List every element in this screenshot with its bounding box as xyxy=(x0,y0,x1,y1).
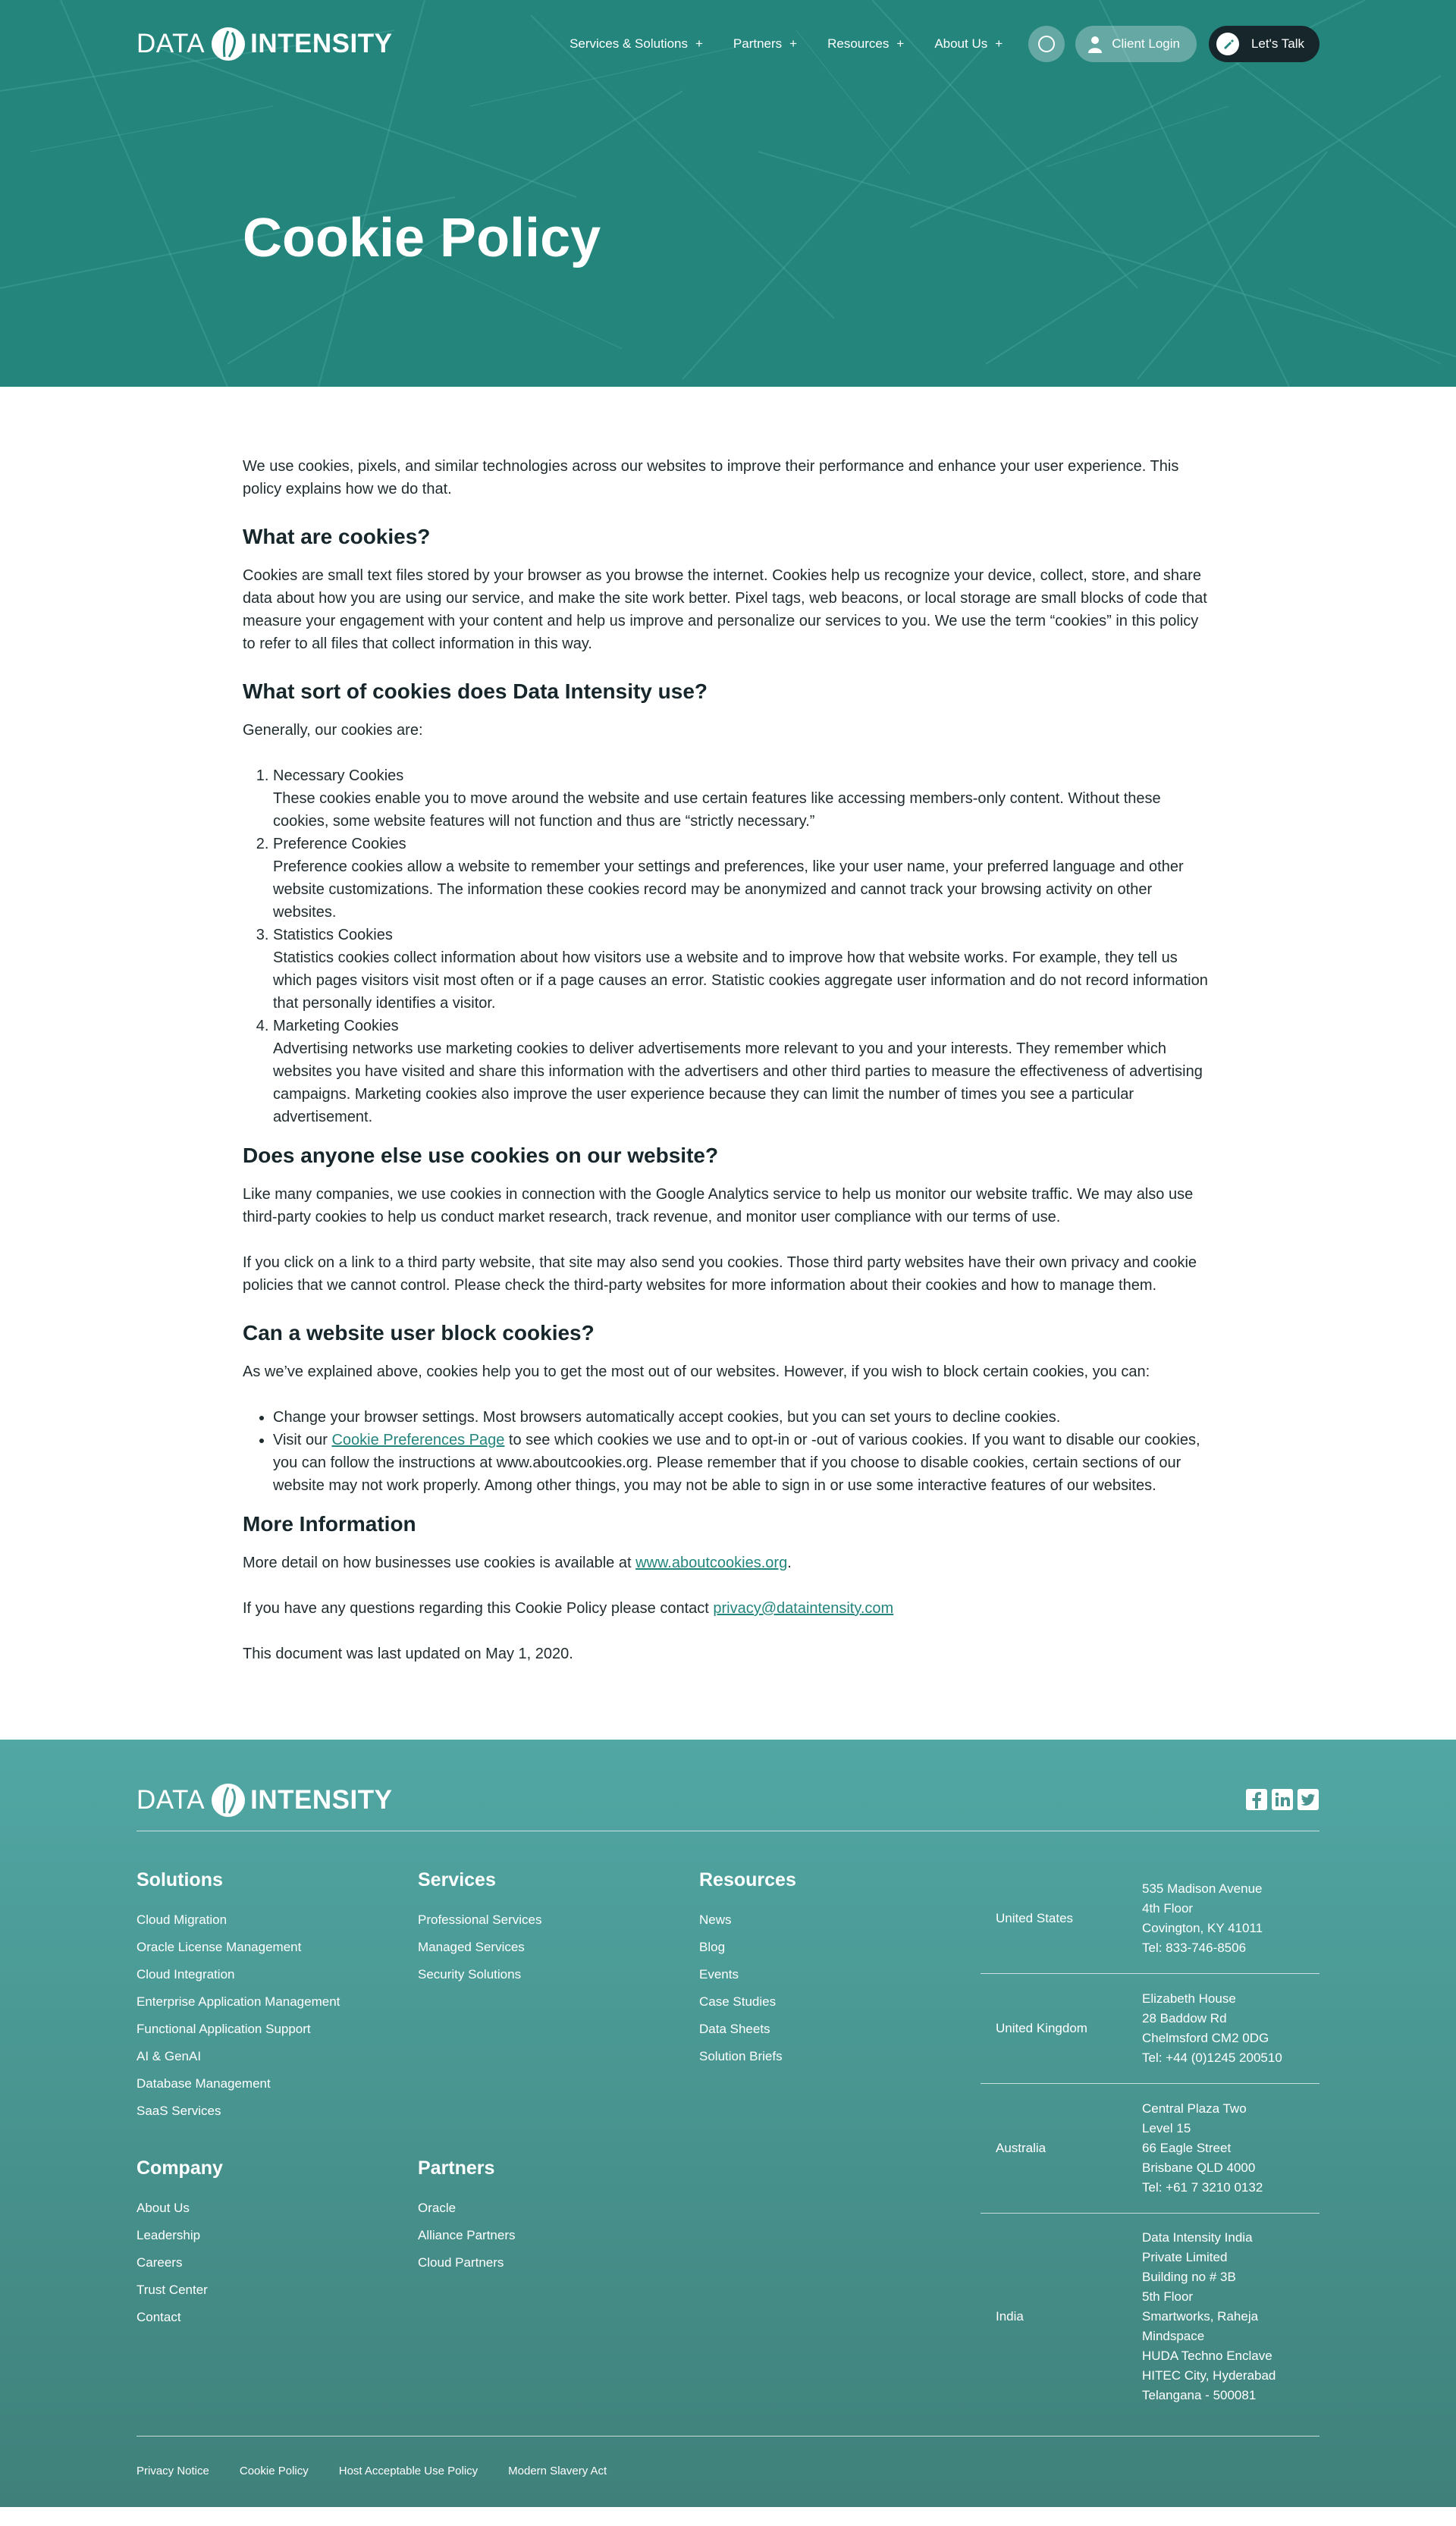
footer-col-partners xyxy=(418,2157,516,2277)
twitter-icon[interactable] xyxy=(1297,1788,1320,1811)
footer-heading-resources: Resources xyxy=(699,1869,796,1891)
office-country: United States xyxy=(996,1911,1074,1925)
site-footer xyxy=(0,1740,1456,2507)
third-party-paragraph-1: Like many companies, we use cookies in connection with the Google Analytics service to help us monitor our website traffic. We may also use third-party cookies to help us conduct market research, track revenue, and monitor user compliance with our terms of use. xyxy=(243,1186,1194,1225)
cookie-type-title: 1. Necessary Cookies xyxy=(273,767,404,784)
cookie-policy-link[interactable]: Cookie Policy xyxy=(239,2465,309,2477)
address-line: HUDA Techno Enclave xyxy=(1142,2349,1272,2363)
nav-label: Services & Solutions xyxy=(570,36,688,51)
footer-logo[interactable] xyxy=(136,1782,392,1818)
logo-text-intensity: INTENSITY xyxy=(250,29,393,58)
office-locations xyxy=(981,1864,1320,2420)
footer-link[interactable]: Cloud Integration xyxy=(136,1967,235,1982)
search-icon xyxy=(1037,34,1056,54)
address-line: Tel: +44 (0)1245 200510 xyxy=(1142,2051,1282,2065)
footer-link[interactable]: Trust Center xyxy=(136,2283,208,2297)
more-2-pre: If you have any questions regarding this Cookie Policy please contact xyxy=(243,1600,714,1617)
list-item xyxy=(273,924,1213,1015)
footer-link[interactable]: Alliance Partners xyxy=(418,2228,516,2242)
address-line: Private Limited xyxy=(1142,2250,1228,2264)
block-options-list xyxy=(273,1406,1213,1497)
privacy-notice-link[interactable]: Privacy Notice xyxy=(136,2465,209,2477)
address-line: Level 15 xyxy=(1142,2121,1191,2135)
footer-link[interactable]: Blog xyxy=(699,1940,726,1954)
heading-cookie-types: What sort of cookies does Data Intensity use? xyxy=(243,679,708,703)
footer-link[interactable]: Cloud Partners xyxy=(418,2255,504,2270)
generally-paragraph: Generally, our cookies are: xyxy=(243,722,423,739)
contact-paragraph xyxy=(243,1597,1213,1620)
nav-label: About Us xyxy=(934,36,988,51)
footer-link[interactable]: Enterprise Application Management xyxy=(136,1994,340,2009)
footer-link[interactable]: Oracle xyxy=(418,2201,457,2215)
nav-links xyxy=(570,26,1320,62)
facebook-icon[interactable] xyxy=(1245,1788,1268,1811)
address-line: 66 Eagle Street xyxy=(1142,2141,1232,2155)
heading-more-information: More Information xyxy=(243,1512,416,1536)
block-2-post: to see which cookies we use and to opt-in or -out of various cookies. If you want to disable our cookies, you can follow the instructions at www.aboutcookies.org. Please remember that if you choose to disable cookies, certain sections of our website may not work properly. Among other things, you may not be able to sign in or use some interactive features of our websites. xyxy=(273,1432,1200,1494)
office-australia xyxy=(981,2084,1320,2214)
office-address xyxy=(1142,1879,1263,1958)
what-are-cookies-paragraph: Cookies are small text files stored by your browser as you browse the internet. Cookies help us recognize your device, collect, store, and share data about how you are using our service, and make the site work better. Pixel tags, web beacons, or local storage are small blocks of code that measure your engagement with your content and help us improve and personalize our services to you. We use the term “cookies” in this policy to refer to all files that collect information in this way. xyxy=(243,567,1207,652)
more-1-post: . xyxy=(787,1555,792,1571)
footer-legal-links xyxy=(136,2465,637,2477)
address-line: Chelmsford CM2 0DG xyxy=(1142,2031,1269,2045)
office-address xyxy=(1142,1989,1282,2068)
block-2-pre: Visit our xyxy=(273,1432,332,1448)
office-united-kingdom xyxy=(981,1974,1320,2084)
logo-text-data: DATA xyxy=(136,29,206,58)
office-country: United Kingdom xyxy=(996,2021,1087,2035)
footer-link[interactable]: Contact xyxy=(136,2310,181,2324)
cookie-type-text: Advertising networks use marketing cookies to deliver advertisements more relevant to you and your interests. They remember which websites you have visited and share this information with the advertisers and other third parties to measure the effectiveness of advertising campaigns. Marketing cookies also improve the user experience because they can limit the number of times you see a particular advertisement. xyxy=(273,1040,1203,1125)
address-line: Mindspace xyxy=(1142,2329,1205,2343)
address-line: 5th Floor xyxy=(1142,2289,1194,2304)
cookie-type-text: Statistics cookies collect information about how visitors use a website and to improve how that website works. For example, they tell us which pages visitors visit most often or if a page causes an error. Statistic cookies aggregate user information and do not record information that personally identifies a visitor. xyxy=(273,949,1208,1012)
heading-third-party: Does anyone else use cookies on our website? xyxy=(243,1144,719,1167)
footer-link[interactable]: Oracle License Management xyxy=(136,1940,302,1954)
footer-link[interactable]: Case Studies xyxy=(699,1994,777,2009)
footer-link[interactable]: Events xyxy=(699,1967,739,1982)
footer-link[interactable]: About Us xyxy=(136,2201,190,2215)
heading-block-cookies: Can a website user block cookies? xyxy=(243,1321,595,1345)
list-item xyxy=(273,833,1213,924)
cookie-type-title: 2. Preference Cookies xyxy=(273,836,406,852)
address-line: 535 Madison Avenue xyxy=(1142,1881,1263,1896)
office-country: Australia xyxy=(996,2141,1046,2155)
policy-content xyxy=(243,387,1213,1740)
logo-mark-icon xyxy=(211,1783,246,1818)
third-party-paragraph-2: If you click on a link to a third party website, that site may also send you cookies. Those third party websites have their own privacy and cookie policies that we cannot control. Please check the third-party websites for more information about their cookies and how to manage them. xyxy=(243,1254,1197,1294)
modern-slavery-link[interactable]: Modern Slavery Act xyxy=(508,2465,607,2477)
footer-link[interactable]: Leadership xyxy=(136,2228,201,2242)
logo-mark-icon xyxy=(211,27,246,61)
footer-link[interactable]: News xyxy=(699,1913,732,1927)
client-login-label: Client Login xyxy=(1112,36,1180,51)
footer-link[interactable]: Data Sheets xyxy=(699,2022,770,2036)
plus-icon: + xyxy=(896,36,905,51)
address-line: Building no # 3B xyxy=(1142,2270,1236,2284)
social-links xyxy=(1242,1788,1320,1811)
intro-paragraph: We use cookies, pixels, and similar technologies across our websites to improve their performance and enhance your user experience. This policy explains how we do that. xyxy=(243,458,1179,497)
address-line: Telangana - 500081 xyxy=(1142,2388,1257,2402)
brand-logo[interactable] xyxy=(136,26,392,62)
footer-link[interactable]: Security Solutions xyxy=(418,1967,522,1982)
nav-services-solutions[interactable] xyxy=(570,36,703,52)
nav-about-us[interactable] xyxy=(934,36,1003,52)
cookie-type-text: These cookies enable you to move around the website and use certain features like accessing members-only content. Without these cookies, some website features will not function and thus are “strictly necessary.” xyxy=(273,790,1161,830)
footer-col-resources xyxy=(699,1869,796,2070)
cookie-type-title: 3. Statistics Cookies xyxy=(273,927,393,943)
block-paragraph: As we’ve explained above, cookies help you to get the most out of our websites. However, if you wish to block certain cookies, you can: xyxy=(243,1363,1150,1380)
more-info-paragraph xyxy=(243,1552,1213,1574)
cookie-type-title: 4. Marketing Cookies xyxy=(273,1018,399,1034)
main-nav xyxy=(136,26,1320,62)
office-address xyxy=(1142,2228,1276,2405)
linkedin-icon[interactable] xyxy=(1271,1788,1294,1811)
cookie-types-list xyxy=(273,764,1213,1128)
logo-text-intensity: INTENSITY xyxy=(250,1785,393,1815)
footer-link[interactable]: Solution Briefs xyxy=(699,2049,783,2063)
heading-what-are-cookies: What are cookies? xyxy=(243,525,431,548)
address-line: 4th Floor xyxy=(1142,1901,1194,1916)
last-updated-text: This document was last updated on May 1, 2020. xyxy=(243,1646,573,1662)
lets-talk-button[interactable] xyxy=(1209,26,1320,62)
privacy-email-link[interactable]: privacy@dataintensity.com xyxy=(713,1600,894,1617)
plus-icon: + xyxy=(695,36,703,51)
client-login-button[interactable] xyxy=(1075,26,1197,62)
footer-link[interactable]: Database Management xyxy=(136,2076,271,2091)
aboutcookies-link[interactable]: www.aboutcookies.org xyxy=(635,1555,788,1571)
address-line: Tel: +61 7 3210 0132 xyxy=(1142,2180,1263,2195)
lets-talk-label: Let's Talk xyxy=(1250,36,1304,51)
footer-link[interactable]: SaaS Services xyxy=(136,2104,221,2118)
plus-icon: + xyxy=(995,36,1003,51)
address-line: Smartworks, Raheja xyxy=(1142,2309,1259,2324)
address-line: 28 Baddow Rd xyxy=(1142,2011,1227,2026)
host-aup-link[interactable]: Host Acceptable Use Policy xyxy=(338,2465,479,2477)
footer-link[interactable]: Cloud Migration xyxy=(136,1913,228,1927)
plus-icon: + xyxy=(789,36,798,51)
cookie-type-text: Preference cookies allow a website to remember your settings and preferences, like your user name, your preferred language and other website customizations. The information these cookies record may be anonymized and cannot track your browsing activity on other websites. xyxy=(273,858,1184,921)
address-line: Central Plaza Two xyxy=(1142,2101,1247,2116)
chat-pen-icon xyxy=(1216,33,1239,55)
list-item xyxy=(273,1429,1213,1497)
footer-heading-solutions: Solutions xyxy=(136,1869,223,1891)
address-line: Covington, KY 41011 xyxy=(1142,1921,1263,1935)
footer-col-company xyxy=(136,2157,223,2331)
address-line: Tel: 833-746-8506 xyxy=(1142,1941,1247,1955)
hero-banner xyxy=(0,0,1456,387)
nav-label: Partners xyxy=(733,36,783,51)
footer-col-services xyxy=(418,1869,541,1988)
footer-heading-company: Company xyxy=(136,2157,223,2179)
list-item xyxy=(273,1015,1213,1128)
footer-heading-services: Services xyxy=(418,1869,496,1891)
footer-link[interactable]: Professional Services xyxy=(418,1913,542,1927)
footer-link[interactable]: Functional Application Support xyxy=(136,2022,311,2036)
footer-divider-bottom xyxy=(136,2436,1320,2437)
address-line: Data Intensity India xyxy=(1142,2230,1253,2245)
address-line: HITEC City, Hyderabad xyxy=(1142,2368,1276,2383)
list-item: • Change your browser settings. Most browsers automatically accept cookies, but you can set yours to decline cookies. xyxy=(273,1406,1213,1429)
search-button[interactable] xyxy=(1028,26,1065,62)
footer-link[interactable]: AI & GenAI xyxy=(136,2049,202,2063)
office-country: India xyxy=(996,2309,1024,2324)
address-line: Brisbane QLD 4000 xyxy=(1142,2160,1256,2175)
footer-heading-partners: Partners xyxy=(418,2157,495,2179)
footer-link[interactable]: Careers xyxy=(136,2255,183,2270)
nav-partners[interactable] xyxy=(733,36,797,52)
office-united-states xyxy=(981,1864,1320,1974)
office-address xyxy=(1142,2099,1263,2198)
office-india xyxy=(981,2214,1320,2420)
user-icon xyxy=(1086,35,1104,53)
more-1-pre: More detail on how businesses use cookies is available at xyxy=(243,1555,636,1571)
nav-label: Resources xyxy=(827,36,890,51)
page-title: Cookie Policy xyxy=(243,208,601,268)
footer-link[interactable]: Managed Services xyxy=(418,1940,525,1954)
cookie-preferences-link[interactable]: Cookie Preferences Page xyxy=(331,1432,505,1448)
list-item xyxy=(273,764,1213,833)
nav-resources[interactable] xyxy=(827,36,904,52)
address-line: Elizabeth House xyxy=(1142,1991,1236,2006)
footer-col-solutions xyxy=(136,1869,340,2125)
logo-text-data: DATA xyxy=(136,1785,206,1815)
